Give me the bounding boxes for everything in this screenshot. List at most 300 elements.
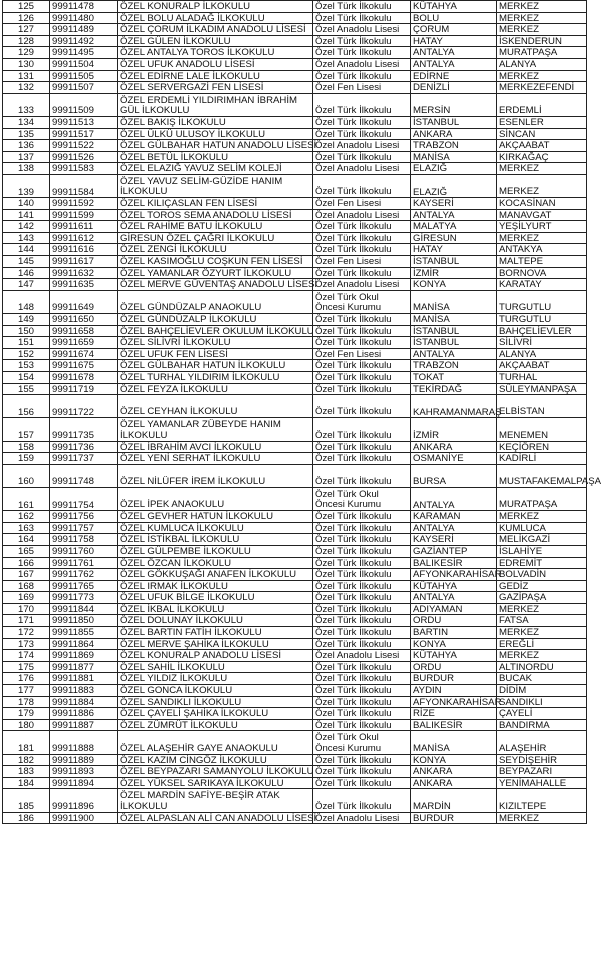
city-name: BALIKESİR bbox=[411, 557, 497, 569]
table-row bbox=[3, 661, 587, 673]
district-name: ALANYA bbox=[497, 348, 587, 360]
institution-code: 99911737 bbox=[50, 453, 118, 465]
table-row bbox=[3, 93, 587, 116]
institution-code: 99911675 bbox=[50, 360, 118, 372]
district-name: ALANYA bbox=[497, 58, 587, 70]
school-name: GİRESUN ÖZEL ÇAĞRI İLKOKULU bbox=[118, 232, 313, 244]
table-row bbox=[3, 395, 587, 418]
institution-code: 99911758 bbox=[50, 534, 118, 546]
school-name: ÖZEL ÜLKÜ ULUSOY İLKOKULU bbox=[118, 128, 313, 140]
school-type: Özel Türk İlkokulu bbox=[313, 151, 411, 163]
school-name: ÖZEL GONCA İLKOKULU bbox=[118, 685, 313, 697]
table-row bbox=[3, 174, 587, 197]
city-name: MARDİN bbox=[411, 789, 497, 812]
school-type: Özel Türk İlkokulu bbox=[313, 464, 411, 487]
institution-code: 99911612 bbox=[50, 232, 118, 244]
district-name: MURATPAŞA bbox=[497, 47, 587, 59]
city-name: RİZE bbox=[411, 708, 497, 720]
institution-code: 99911504 bbox=[50, 58, 118, 70]
institution-code: 99911517 bbox=[50, 128, 118, 140]
school-type: Özel Türk İlkokulu bbox=[313, 708, 411, 720]
city-name: MANİSA bbox=[411, 290, 497, 313]
district-name: İSLAHİYE bbox=[497, 545, 587, 557]
row-number: 151 bbox=[3, 337, 50, 349]
institution-code: 99911583 bbox=[50, 163, 118, 175]
city-name: BARTIN bbox=[411, 627, 497, 639]
row-number: 126 bbox=[3, 12, 50, 24]
row-number: 166 bbox=[3, 557, 50, 569]
table-row bbox=[3, 337, 587, 349]
district-name: YEŞİLYURT bbox=[497, 221, 587, 233]
row-number: 167 bbox=[3, 569, 50, 581]
school-name: ÖZEL BETÜL İLKOKULU bbox=[118, 151, 313, 163]
table-row bbox=[3, 209, 587, 221]
school-type: Özel Türk İlkokulu bbox=[313, 116, 411, 128]
table-row bbox=[3, 383, 587, 395]
school-name: ÖZEL KONURALP ANADOLU LİSESİ bbox=[118, 650, 313, 662]
row-number: 180 bbox=[3, 719, 50, 731]
table-row bbox=[3, 464, 587, 487]
school-type: Özel Türk İlkokulu bbox=[313, 70, 411, 82]
school-name: ÖZEL NİLÜFER İREM İLKOKULU bbox=[118, 464, 313, 487]
city-name: TRABZON bbox=[411, 140, 497, 152]
school-type: Özel Fen Lisesi bbox=[313, 348, 411, 360]
table-row bbox=[3, 754, 587, 766]
city-name: ELAZIĞ bbox=[411, 174, 497, 197]
row-number: 179 bbox=[3, 708, 50, 720]
school-type: Özel Anadolu Lisesi bbox=[313, 650, 411, 662]
school-type: Özel Türk İlkokulu bbox=[313, 418, 411, 441]
institution-code: 99911760 bbox=[50, 545, 118, 557]
school-type: Özel Türk İlkokulu bbox=[313, 685, 411, 697]
table-row bbox=[3, 487, 587, 510]
row-number: 128 bbox=[3, 35, 50, 47]
district-name: MERKEZ bbox=[497, 603, 587, 615]
institution-code: 99911599 bbox=[50, 209, 118, 221]
institution-code: 99911773 bbox=[50, 592, 118, 604]
row-number: 138 bbox=[3, 163, 50, 175]
school-type: Özel Türk İlkokulu bbox=[313, 580, 411, 592]
table-row bbox=[3, 615, 587, 627]
school-name: ÖZEL ZÜMRÜT İLKOKULU bbox=[118, 719, 313, 731]
city-name: ANKARA bbox=[411, 441, 497, 453]
row-number: 137 bbox=[3, 151, 50, 163]
institution-code: 99911762 bbox=[50, 569, 118, 581]
school-name: ÖZEL TOROS SEMA ANADOLU LİSESİ bbox=[118, 209, 313, 221]
row-number: 145 bbox=[3, 256, 50, 268]
row-number: 144 bbox=[3, 244, 50, 256]
row-number: 149 bbox=[3, 314, 50, 326]
table-row bbox=[3, 789, 587, 812]
city-name: ANKARA bbox=[411, 766, 497, 778]
city-name: KONYA bbox=[411, 638, 497, 650]
city-name: TRABZON bbox=[411, 360, 497, 372]
row-number: 139 bbox=[3, 174, 50, 197]
table-row bbox=[3, 673, 587, 685]
school-name: ÖZEL RAHİME BATU İLKOKULU bbox=[118, 221, 313, 233]
institution-code: 99911617 bbox=[50, 256, 118, 268]
school-name: ÖZEL İPEK ANAOKULU bbox=[118, 487, 313, 510]
district-name: TURGUTLU bbox=[497, 290, 587, 313]
table-row bbox=[3, 151, 587, 163]
table-row bbox=[3, 163, 587, 175]
school-type: Özel Türk İlkokulu bbox=[313, 545, 411, 557]
district-name: ALTINORDU bbox=[497, 661, 587, 673]
school-name: ÖZEL GÜLBAHAR HATUN İLKOKULU bbox=[118, 360, 313, 372]
school-type: Özel Türk İlkokulu bbox=[313, 557, 411, 569]
district-name: KIRKAĞAÇ bbox=[497, 151, 587, 163]
school-name: ÖZEL SERVERGAZİ FEN LİSESİ bbox=[118, 82, 313, 94]
school-name: ÖZEL İBRAHİM AVCI İLKOKULU bbox=[118, 441, 313, 453]
district-name: BUCAK bbox=[497, 673, 587, 685]
table-row bbox=[3, 603, 587, 615]
school-name: ÖZEL BAHÇELİEVLER OKULUM İLKOKULU bbox=[118, 325, 313, 337]
school-name: ÖZEL SİLİVRİ İLKOKULU bbox=[118, 337, 313, 349]
district-name: MERKEZ bbox=[497, 650, 587, 662]
table-row bbox=[3, 580, 587, 592]
table-row bbox=[3, 569, 587, 581]
city-name: ANTALYA bbox=[411, 522, 497, 534]
institution-code: 99911489 bbox=[50, 24, 118, 36]
institution-code: 99911678 bbox=[50, 372, 118, 384]
table-row bbox=[3, 12, 587, 24]
school-type: Özel Türk İlkokulu bbox=[313, 766, 411, 778]
school-name: ÖZEL MARDİN SAFİYE-BEŞİR ATAK İLKOKULU bbox=[118, 789, 313, 812]
school-type: Özel Türk İlkokulu bbox=[313, 789, 411, 812]
institution-code: 99911658 bbox=[50, 325, 118, 337]
row-number: 159 bbox=[3, 453, 50, 465]
institution-code: 99911748 bbox=[50, 464, 118, 487]
district-name: MERKEZ bbox=[497, 12, 587, 24]
city-name: TEKİRDAĞ bbox=[411, 383, 497, 395]
city-name: ANTALYA bbox=[411, 348, 497, 360]
city-name: ORDU bbox=[411, 615, 497, 627]
school-type: Özel Fen Lisesi bbox=[313, 198, 411, 210]
school-name: ÖZEL ERDEMLİ YILDIRIMHAN İBRAHİM GÜL İLKOKULU bbox=[118, 93, 313, 116]
institution-code: 99911513 bbox=[50, 116, 118, 128]
district-name: MERKEZ bbox=[497, 24, 587, 36]
institution-code: 99911756 bbox=[50, 511, 118, 523]
school-type: Özel Türk İlkokulu bbox=[313, 719, 411, 731]
school-table-body bbox=[3, 1, 601, 824]
city-name: MANİSA bbox=[411, 731, 497, 754]
row-number: 141 bbox=[3, 209, 50, 221]
district-name: MERKEZ bbox=[497, 1, 587, 13]
school-name: ÖZEL GÜNDÜZALP ANAOKULU bbox=[118, 290, 313, 313]
table-row bbox=[3, 522, 587, 534]
district-name: GEDİZ bbox=[497, 580, 587, 592]
district-name: ELBİSTAN bbox=[497, 395, 587, 418]
school-name: ÖZEL ÇAYELİ ŞAHİKA İLKOKULU bbox=[118, 708, 313, 720]
table-row bbox=[3, 557, 587, 569]
row-number: 147 bbox=[3, 279, 50, 291]
institution-code: 99911495 bbox=[50, 47, 118, 59]
city-name: HATAY bbox=[411, 244, 497, 256]
city-name: MERSİN bbox=[411, 93, 497, 116]
row-number: 158 bbox=[3, 441, 50, 453]
city-name: ELAZIĞ bbox=[411, 163, 497, 175]
city-name: İSTANBUL bbox=[411, 337, 497, 349]
institution-code: 99911896 bbox=[50, 789, 118, 812]
district-name: YENİMAHALLE bbox=[497, 777, 587, 789]
district-name: ANTAKYA bbox=[497, 244, 587, 256]
city-name: OSMANİYE bbox=[411, 453, 497, 465]
school-name: ÖZEL MERVE GÜVENTAŞ ANADOLU LİSESİ bbox=[118, 279, 313, 291]
city-name: ANTALYA bbox=[411, 47, 497, 59]
district-name: AKÇAABAT bbox=[497, 360, 587, 372]
row-number: 165 bbox=[3, 545, 50, 557]
table-row bbox=[3, 325, 587, 337]
table-row bbox=[3, 70, 587, 82]
table-row bbox=[3, 638, 587, 650]
school-name: ÖZEL ANTALYA TOROS İLKOKULU bbox=[118, 47, 313, 59]
row-number: 169 bbox=[3, 592, 50, 604]
institution-code: 99911722 bbox=[50, 395, 118, 418]
table-row bbox=[3, 314, 587, 326]
school-type: Özel Türk İlkokulu bbox=[313, 12, 411, 24]
school-type: Özel Türk İlkokulu bbox=[313, 696, 411, 708]
school-name: ÖZEL İSTİKBAL İLKOKULU bbox=[118, 534, 313, 546]
institution-code: 99911889 bbox=[50, 754, 118, 766]
school-type: Özel Türk İlkokulu bbox=[313, 267, 411, 279]
row-number: 136 bbox=[3, 140, 50, 152]
institution-code: 99911844 bbox=[50, 603, 118, 615]
row-number: 130 bbox=[3, 58, 50, 70]
row-number: 153 bbox=[3, 360, 50, 372]
school-name: ÖZEL SANDIKLI İLKOKULU bbox=[118, 696, 313, 708]
city-name: DENİZLİ bbox=[411, 82, 497, 94]
table-row bbox=[3, 198, 587, 210]
row-number: 134 bbox=[3, 116, 50, 128]
row-number: 161 bbox=[3, 487, 50, 510]
table-row bbox=[3, 140, 587, 152]
school-type: Özel Anadolu Lisesi bbox=[313, 279, 411, 291]
row-number: 184 bbox=[3, 777, 50, 789]
city-name: BURSA bbox=[411, 464, 497, 487]
row-number: 181 bbox=[3, 731, 50, 754]
city-name: KONYA bbox=[411, 754, 497, 766]
institution-code: 99911883 bbox=[50, 685, 118, 697]
school-name: ÖZEL CEYHAN İLKOKULU bbox=[118, 395, 313, 418]
row-number: 172 bbox=[3, 627, 50, 639]
table-row bbox=[3, 731, 587, 754]
table-row bbox=[3, 256, 587, 268]
table-row bbox=[3, 534, 587, 546]
city-name: ANKARA bbox=[411, 777, 497, 789]
district-name: KOCASİNAN bbox=[497, 198, 587, 210]
institution-code: 99911900 bbox=[50, 812, 118, 824]
school-name: ÖZEL ALPASLAN ALİ CAN ANADOLU LİSESİ bbox=[118, 812, 313, 824]
institution-code: 99911632 bbox=[50, 267, 118, 279]
institution-code: 99911887 bbox=[50, 719, 118, 731]
institution-code: 99911736 bbox=[50, 441, 118, 453]
row-number: 164 bbox=[3, 534, 50, 546]
city-name: KÜTAHYA bbox=[411, 1, 497, 13]
district-name: BEYPAZARI bbox=[497, 766, 587, 778]
district-name: ALAŞEHİR bbox=[497, 731, 587, 754]
school-type: Özel Türk İlkokulu bbox=[313, 221, 411, 233]
school-type: Özel Türk İlkokulu bbox=[313, 372, 411, 384]
institution-code: 99911526 bbox=[50, 151, 118, 163]
table-row bbox=[3, 708, 587, 720]
institution-code: 99911480 bbox=[50, 12, 118, 24]
city-name: ORDU bbox=[411, 661, 497, 673]
district-name: GAZİPAŞA bbox=[497, 592, 587, 604]
school-type: Özel Türk Okul Öncesi Kurumu bbox=[313, 731, 411, 754]
table-row bbox=[3, 232, 587, 244]
district-name: MERKEZ bbox=[497, 511, 587, 523]
school-type: Özel Türk İlkokulu bbox=[313, 603, 411, 615]
city-name: ADIYAMAN bbox=[411, 603, 497, 615]
table-row bbox=[3, 290, 587, 313]
institution-code: 99911864 bbox=[50, 638, 118, 650]
row-number: 148 bbox=[3, 290, 50, 313]
row-number: 154 bbox=[3, 372, 50, 384]
district-name: MERKEZ bbox=[497, 812, 587, 824]
row-number: 156 bbox=[3, 395, 50, 418]
institution-code: 99911635 bbox=[50, 279, 118, 291]
row-number: 178 bbox=[3, 696, 50, 708]
district-name: SÜLEYMANPAŞA bbox=[497, 383, 587, 395]
city-name: KÜTAHYA bbox=[411, 580, 497, 592]
institution-code: 99911592 bbox=[50, 198, 118, 210]
row-number: 142 bbox=[3, 221, 50, 233]
table-row bbox=[3, 777, 587, 789]
institution-code: 99911886 bbox=[50, 708, 118, 720]
school-name: ÖZEL KILIÇASLAN FEN LİSESİ bbox=[118, 198, 313, 210]
district-name: İSKENDERUN bbox=[497, 35, 587, 47]
school-name: ÖZEL YAMANLAR ZÜBEYDE HANIM İLKOKULU bbox=[118, 418, 313, 441]
institution-code: 99911492 bbox=[50, 35, 118, 47]
row-number: 162 bbox=[3, 511, 50, 523]
institution-code: 99911761 bbox=[50, 557, 118, 569]
district-name: SİNCAN bbox=[497, 128, 587, 140]
table-row bbox=[3, 221, 587, 233]
school-name: ÖZEL TURHAL YILDIRIM İLKOKULU bbox=[118, 372, 313, 384]
row-number: 155 bbox=[3, 383, 50, 395]
district-name: BANDIRMA bbox=[497, 719, 587, 731]
school-type: Özel Türk İlkokulu bbox=[313, 35, 411, 47]
table-row bbox=[3, 685, 587, 697]
row-number: 152 bbox=[3, 348, 50, 360]
city-name: MANİSA bbox=[411, 151, 497, 163]
school-name: ÖZEL ÖZCAN İLKOKULU bbox=[118, 557, 313, 569]
school-type: Özel Fen Lisesi bbox=[313, 256, 411, 268]
row-number: 183 bbox=[3, 766, 50, 778]
institution-code: 99911894 bbox=[50, 777, 118, 789]
district-name: BORNOVA bbox=[497, 267, 587, 279]
table-row bbox=[3, 58, 587, 70]
table-row bbox=[3, 453, 587, 465]
school-name: ÖZEL GÜLBAHAR HATUN ANADOLU LİSESİ bbox=[118, 140, 313, 152]
table-row bbox=[3, 627, 587, 639]
district-name: MUSTAFAKEMALPAŞA bbox=[497, 464, 587, 487]
school-name: ÖZEL ELAZIĞ YAVUZ SELİM KOLEJİ bbox=[118, 163, 313, 175]
district-name: MERKEZEFENDİ bbox=[497, 82, 587, 94]
institution-code: 99911888 bbox=[50, 731, 118, 754]
school-name: ÖZEL KONURALP İLKOKULU bbox=[118, 1, 313, 13]
institution-code: 99911877 bbox=[50, 661, 118, 673]
school-type: Özel Türk Okul Öncesi Kurumu bbox=[313, 290, 411, 313]
school-name: ÖZEL FEYZA İLKOKULU bbox=[118, 383, 313, 395]
city-name: ANTALYA bbox=[411, 487, 497, 510]
district-name: MERKEZ bbox=[497, 232, 587, 244]
school-type: Özel Türk İlkokulu bbox=[313, 522, 411, 534]
city-name: KÜTAHYA bbox=[411, 650, 497, 662]
row-number: 170 bbox=[3, 603, 50, 615]
school-type: Özel Anadolu Lisesi bbox=[313, 209, 411, 221]
city-name: KAYSERİ bbox=[411, 198, 497, 210]
table-row bbox=[3, 360, 587, 372]
row-number: 143 bbox=[3, 232, 50, 244]
table-row bbox=[3, 267, 587, 279]
table-row bbox=[3, 812, 587, 824]
district-name: ÇAYELİ bbox=[497, 708, 587, 720]
table-row bbox=[3, 719, 587, 731]
row-number: 176 bbox=[3, 673, 50, 685]
school-type: Özel Türk Okul Öncesi Kurumu bbox=[313, 487, 411, 510]
school-name: ÖZEL GÖKKUŞAĞI ANAFEN İLKOKULU bbox=[118, 569, 313, 581]
school-name: ÖZEL DOLUNAY İLKOKULU bbox=[118, 615, 313, 627]
school-type: Özel Anadolu Lisesi bbox=[313, 24, 411, 36]
school-name: ÖZEL UFUK ANADOLU LİSESİ bbox=[118, 58, 313, 70]
table-row bbox=[3, 511, 587, 523]
district-name: MERKEZ bbox=[497, 70, 587, 82]
school-type: Özel Türk İlkokulu bbox=[313, 638, 411, 650]
table-row bbox=[3, 592, 587, 604]
school-name: ÖZEL YAMANLAR ÖZYURT İLKOKULU bbox=[118, 267, 313, 279]
city-name: HATAY bbox=[411, 35, 497, 47]
school-type: Özel Türk İlkokulu bbox=[313, 325, 411, 337]
institution-code: 99911522 bbox=[50, 140, 118, 152]
table-row bbox=[3, 116, 587, 128]
district-name: ERDEMLİ bbox=[497, 93, 587, 116]
table-row bbox=[3, 47, 587, 59]
city-name: İSTANBUL bbox=[411, 325, 497, 337]
table-row bbox=[3, 696, 587, 708]
row-number: 177 bbox=[3, 685, 50, 697]
institution-code: 99911765 bbox=[50, 580, 118, 592]
school-name: ÖZEL BOLU ALADAĞ İLKOKULU bbox=[118, 12, 313, 24]
row-number: 132 bbox=[3, 82, 50, 94]
city-name: AFYONKARAHİSAR bbox=[411, 569, 497, 581]
school-type: Özel Türk İlkokulu bbox=[313, 534, 411, 546]
school-name: ÖZEL IRMAK İLKOKULU bbox=[118, 580, 313, 592]
school-type: Özel Türk İlkokulu bbox=[313, 754, 411, 766]
district-name: AKÇAABAT bbox=[497, 140, 587, 152]
table-row bbox=[3, 35, 587, 47]
row-number: 135 bbox=[3, 128, 50, 140]
district-name: MALTEPE bbox=[497, 256, 587, 268]
school-name: ÖZEL KUMLUCA İLKOKULU bbox=[118, 522, 313, 534]
row-number: 171 bbox=[3, 615, 50, 627]
district-name: BAHÇELİEVLER bbox=[497, 325, 587, 337]
school-type: Özel Türk İlkokulu bbox=[313, 395, 411, 418]
institution-code: 99911505 bbox=[50, 70, 118, 82]
city-name: ANTALYA bbox=[411, 592, 497, 604]
city-name: İSTANBUL bbox=[411, 256, 497, 268]
city-name: İZMİR bbox=[411, 267, 497, 279]
school-type: Özel Türk İlkokulu bbox=[313, 441, 411, 453]
city-name: BALIKESİR bbox=[411, 719, 497, 731]
school-type: Özel Türk İlkokulu bbox=[313, 337, 411, 349]
district-name: EDREMİT bbox=[497, 557, 587, 569]
school-type: Özel Türk İlkokulu bbox=[313, 569, 411, 581]
school-type: Özel Fen Lisesi bbox=[313, 82, 411, 94]
district-name: MENEMEN bbox=[497, 418, 587, 441]
school-name: ÖZEL GEVHER HATUN İLKOKULU bbox=[118, 511, 313, 523]
row-number: 182 bbox=[3, 754, 50, 766]
